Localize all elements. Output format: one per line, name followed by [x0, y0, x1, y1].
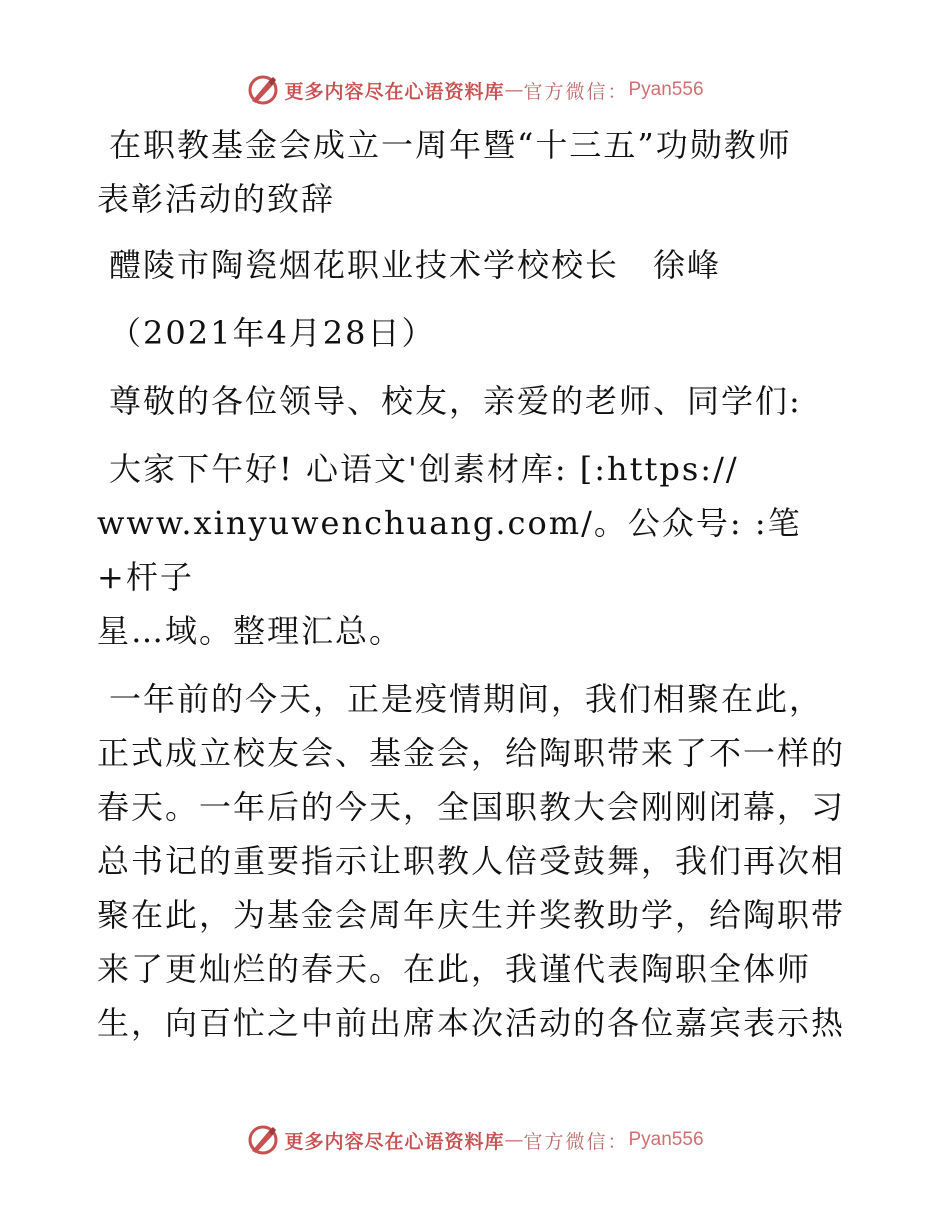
pen-logo-icon [246, 1123, 280, 1157]
opening-line-1: 大家下午好! 心语文'创素材库: [:https:// [109, 450, 739, 488]
watermark-official-label: 官方微信： [523, 1130, 629, 1153]
watermark-dash: — [504, 1129, 524, 1151]
opening-line-3: 星…域。整理汇总。 [97, 612, 404, 650]
date-line: （2021年4月28日） [109, 314, 436, 352]
title-line-1: 在职教基金会成立一周年暨“十三五”功勋教师 [109, 126, 792, 164]
body-line-1: 一年前的今天，正是疫情期间，我们相聚在此， [109, 680, 824, 718]
body-line-2: 正式成立校友会、基金会，给陶职带来了不一样的 [97, 734, 846, 772]
greeting-line: 尊敬的各位领导、校友，亲爱的老师、同学们: [109, 382, 802, 420]
body-line-7: 生，向百忙之中前出席本次活动的各位嘉宾表示热 [97, 1004, 846, 1042]
speaker-line: 醴陵市陶瓷烟花职业技术学校校长 徐峰 [109, 246, 722, 284]
body-line-3: 春天。一年后的今天，全国职教大会刚刚闭幕，习 [97, 788, 846, 826]
pen-logo-icon [246, 73, 280, 107]
footer-watermark [0, 1120, 950, 1160]
watermark-brand: 更多内容尽在心语资料库 [284, 80, 505, 103]
watermark-wechat-id: Pyan556 [628, 79, 704, 100]
opening-line-2: www.xinyuwenchuang.com/。公众号: :笔+杆子 [97, 504, 802, 596]
watermark-official-label: 官方微信： [523, 80, 629, 103]
body-line-6: 来了更灿烂的春天。在此，我谨代表陶职全体师 [97, 950, 812, 988]
body-line-4: 总书记的重要指示让职教人倍受鼓舞，我们再次相 [97, 842, 846, 880]
body-line-5: 聚在此，为基金会周年庆生并奖教助学，给陶职带 [97, 896, 846, 934]
document-body [97, 118, 857, 1050]
watermark-brand: 更多内容尽在心语资料库 [284, 1130, 505, 1153]
watermark-dash: — [504, 79, 524, 101]
header-watermark [0, 70, 950, 110]
title-line-2: 表彰活动的致辞 [97, 180, 336, 218]
watermark-wechat-id: Pyan556 [628, 1129, 704, 1150]
